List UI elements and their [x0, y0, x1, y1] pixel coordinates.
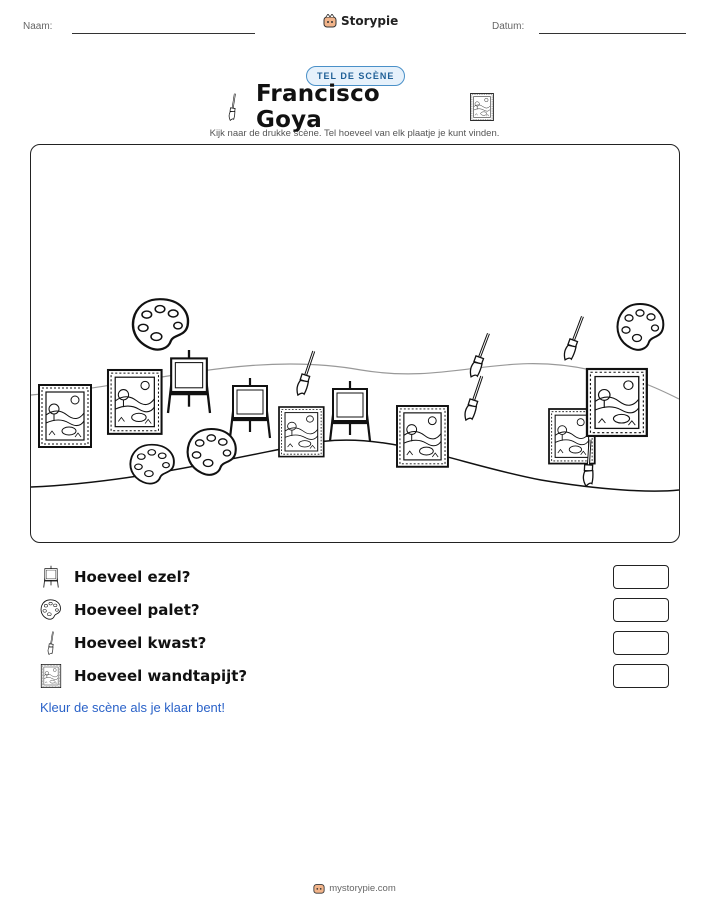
name-field[interactable] [72, 33, 255, 34]
scene-panel[interactable] [30, 144, 680, 543]
palette-icon [130, 445, 174, 484]
paintbrush-icon [40, 631, 62, 655]
answer-box-tapestry[interactable] [613, 664, 669, 688]
paintbrush-icon [469, 331, 489, 378]
tapestry-icon [39, 385, 91, 447]
question-text: Hoeveel wandtapijt? [74, 666, 248, 685]
title-row [224, 81, 494, 133]
coloring-note: Kleur de scène als je klaar bent! [40, 700, 225, 715]
easel-icon [330, 381, 370, 441]
page-title: Francisco Goya [255, 81, 380, 133]
tapestry-icon [587, 369, 647, 436]
footer-url[interactable]: mystorypie.com [329, 882, 396, 894]
paintbrush-icon [563, 314, 583, 361]
paintbrush-icon [464, 374, 482, 421]
scene-illustration [31, 145, 679, 542]
question-text: Hoeveel ezel? [74, 567, 191, 586]
answer-box-easel[interactable] [613, 565, 669, 589]
question-row-easel [40, 560, 669, 593]
date-label: Datum: [492, 21, 525, 32]
footer [0, 882, 709, 894]
questions-list [40, 560, 669, 692]
question-row-tapestry [40, 659, 669, 692]
paintbrush-icon [296, 349, 314, 396]
answer-box-brush[interactable] [613, 631, 669, 655]
storypie-logo-icon [323, 14, 337, 28]
tapestry-icon [279, 407, 324, 457]
tapestry-icon [470, 93, 494, 121]
tapestry-icon [108, 370, 162, 434]
date-field[interactable] [539, 33, 686, 34]
palette-icon [133, 299, 188, 349]
activity-badge: TEL DE SCÈNE [306, 66, 405, 86]
question-row-brush [40, 626, 669, 659]
question-text: Hoeveel kwast? [74, 633, 207, 652]
brand-logo [323, 14, 398, 28]
tapestry-icon [40, 664, 62, 688]
palette-icon [40, 599, 62, 621]
storypie-logo-icon [313, 882, 325, 894]
easel-icon [230, 378, 270, 438]
palette-icon [618, 304, 664, 350]
paintbrush-icon [224, 93, 240, 121]
easel-icon [168, 350, 210, 413]
brand-name: Storypie [341, 14, 399, 28]
question-text: Hoeveel palet? [74, 600, 200, 619]
answer-box-palette[interactable] [613, 598, 669, 622]
easel-icon [40, 565, 62, 589]
name-label: Naam: [23, 21, 53, 32]
instructions: Kijk naar de drukke scène. Tel hoeveel van elk plaatje je kunt vinden. [209, 128, 500, 139]
palette-icon [188, 429, 236, 475]
tapestry-icon [397, 406, 448, 467]
question-row-palette [40, 593, 669, 626]
